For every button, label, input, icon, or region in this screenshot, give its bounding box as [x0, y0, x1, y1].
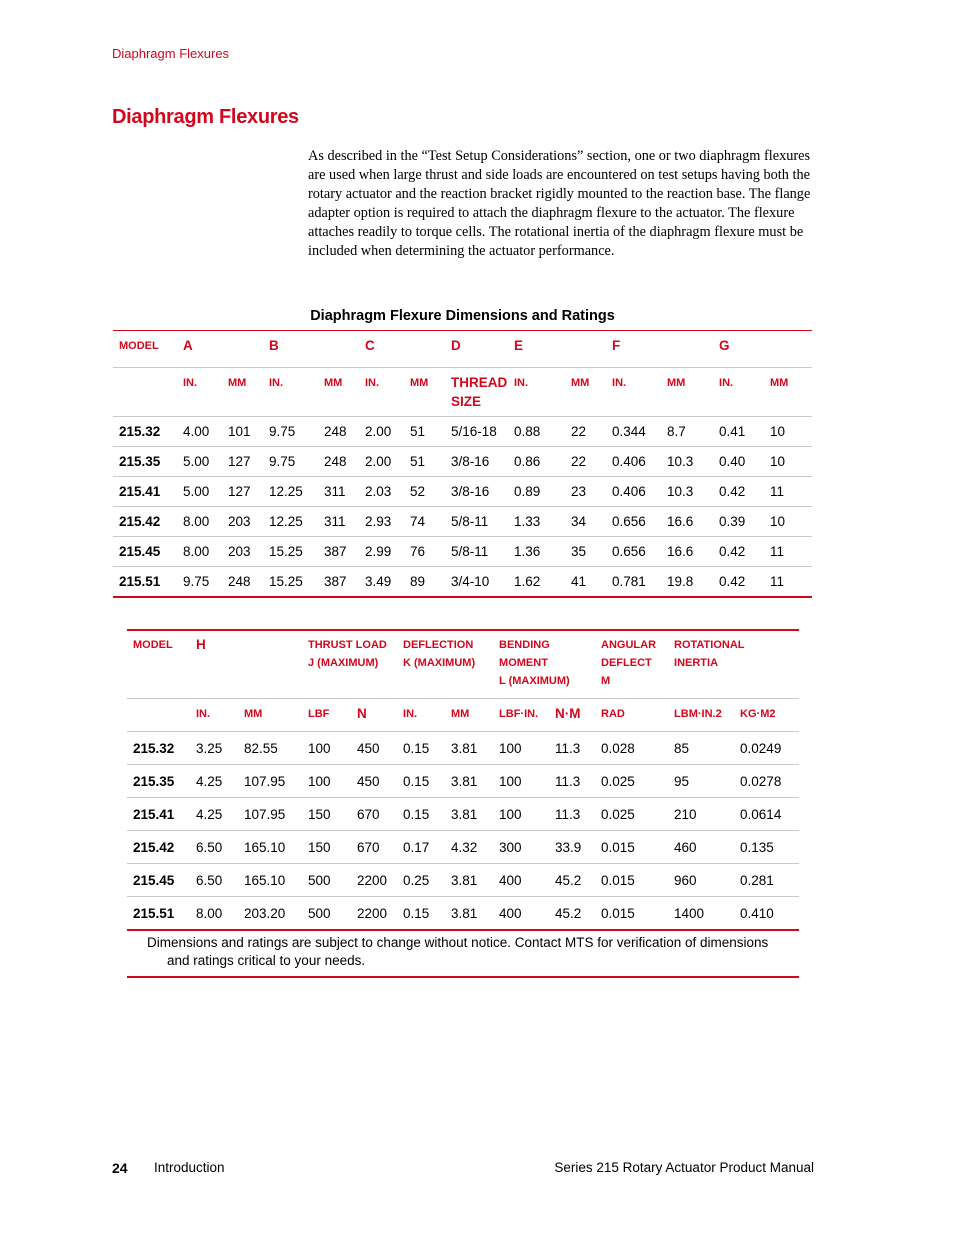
- value-cell: 0.406: [606, 477, 661, 507]
- model-cell: 215.32: [127, 732, 190, 765]
- value-cell: 1400: [668, 897, 734, 931]
- model-cell: 215.45: [127, 864, 190, 897]
- value-cell: 5/16-18: [445, 417, 508, 447]
- value-cell: 2.93: [359, 507, 404, 537]
- unit-cell: IN.: [183, 377, 198, 389]
- value-cell: 0.15: [397, 732, 445, 765]
- unit-cell: MM: [324, 377, 343, 389]
- value-cell: 9.75: [263, 417, 318, 447]
- value-cell: 127: [222, 477, 263, 507]
- unit-cell: N·M: [555, 706, 581, 721]
- value-cell: 670: [351, 831, 397, 864]
- unit-cell: LBF·IN.: [499, 708, 539, 720]
- value-cell: 100: [302, 732, 351, 765]
- value-cell: 4.32: [445, 831, 493, 864]
- unit-cell: MM: [228, 377, 247, 389]
- model-cell: 215.45: [113, 537, 177, 567]
- value-cell: 150: [302, 798, 351, 831]
- table-row: [127, 765, 799, 798]
- value-cell: 2.00: [359, 417, 404, 447]
- page-footer: [112, 1160, 814, 1176]
- table-row: [113, 507, 812, 537]
- value-cell: 0.281: [734, 864, 799, 897]
- value-cell: 3/4-10: [445, 567, 508, 598]
- unit-cell: IN.: [196, 708, 211, 720]
- value-cell: 0.42: [713, 567, 764, 598]
- ratings-header-row: [127, 630, 799, 699]
- footer-section-name: Introduction: [154, 1160, 225, 1175]
- value-cell: 165.10: [238, 864, 302, 897]
- value-cell: 10: [764, 447, 812, 477]
- value-cell: 3.81: [445, 732, 493, 765]
- unit-cell: [113, 368, 177, 417]
- value-cell: 0.15: [397, 765, 445, 798]
- page-number: 24: [112, 1160, 128, 1176]
- value-cell: 15.25: [263, 537, 318, 567]
- model-cell: 215.41: [113, 477, 177, 507]
- value-cell: 960: [668, 864, 734, 897]
- model-cell: 215.41: [127, 798, 190, 831]
- value-cell: 8.00: [190, 897, 238, 931]
- value-cell: 82.55: [238, 732, 302, 765]
- col-header-rotational-inertia: ROTATIONAL INERTIA: [668, 630, 799, 699]
- value-cell: 51: [404, 417, 445, 447]
- table-row: [127, 897, 799, 931]
- value-cell: 0.025: [595, 798, 668, 831]
- value-cell: 5/8-11: [445, 537, 508, 567]
- col-header-thrust-load: THRUST LOAD J (MAXIMUM): [302, 630, 397, 699]
- unit-cell: N: [357, 706, 367, 721]
- value-cell: 5.00: [177, 447, 222, 477]
- value-cell: 4.25: [190, 765, 238, 798]
- unit-cell: RAD: [601, 708, 625, 720]
- value-cell: 300: [493, 831, 549, 864]
- value-cell: 387: [318, 537, 359, 567]
- table-caption: Diaphragm Flexure Dimensions and Ratings: [310, 308, 615, 324]
- value-cell: 12.25: [263, 507, 318, 537]
- value-cell: 101: [222, 417, 263, 447]
- value-cell: 0.89: [508, 477, 565, 507]
- unit-cell: MM: [667, 377, 686, 389]
- table-row: [113, 417, 812, 447]
- value-cell: 500: [302, 864, 351, 897]
- value-cell: 9.75: [263, 447, 318, 477]
- value-cell: 0.17: [397, 831, 445, 864]
- value-cell: 311: [318, 507, 359, 537]
- value-cell: 2200: [351, 864, 397, 897]
- value-cell: 248: [318, 417, 359, 447]
- ratings-table-body: [127, 732, 799, 931]
- value-cell: 387: [318, 567, 359, 598]
- value-cell: 16.6: [661, 507, 713, 537]
- value-cell: 10: [764, 417, 812, 447]
- value-cell: 6.50: [190, 864, 238, 897]
- value-cell: 11: [764, 567, 812, 598]
- col-header-h: H: [190, 630, 302, 699]
- unit-cell: LBM·IN.2: [674, 708, 722, 720]
- value-cell: 10.3: [661, 447, 713, 477]
- value-cell: 100: [302, 765, 351, 798]
- ratings-units-row: [127, 699, 799, 732]
- value-cell: 11: [764, 477, 812, 507]
- value-cell: 3.81: [445, 798, 493, 831]
- value-cell: 0.41: [713, 417, 764, 447]
- model-cell: 215.42: [113, 507, 177, 537]
- value-cell: 3/8-16: [445, 447, 508, 477]
- value-cell: 45.2: [549, 897, 595, 931]
- value-cell: 51: [404, 447, 445, 477]
- value-cell: 1.62: [508, 567, 565, 598]
- value-cell: 0.42: [713, 477, 764, 507]
- value-cell: 0.0278: [734, 765, 799, 798]
- value-cell: 11.3: [549, 765, 595, 798]
- value-cell: 10: [764, 507, 812, 537]
- unit-cell-thread-size: THREAD SIZE: [451, 375, 508, 409]
- ratings-table: [127, 629, 799, 978]
- value-cell: 248: [318, 447, 359, 477]
- table-note-row: [127, 930, 799, 977]
- value-cell: 6.50: [190, 831, 238, 864]
- value-cell: 0.656: [606, 537, 661, 567]
- col-header-d: D: [445, 331, 508, 368]
- table-row: [127, 864, 799, 897]
- dimensions-table: [113, 330, 812, 598]
- unit-cell: IN.: [612, 377, 627, 389]
- unit-cell: MM: [451, 708, 470, 720]
- value-cell: 3.81: [445, 897, 493, 931]
- value-cell: 150: [302, 831, 351, 864]
- value-cell: 0.015: [595, 897, 668, 931]
- value-cell: 2200: [351, 897, 397, 931]
- value-cell: 0.028: [595, 732, 668, 765]
- value-cell: 0.0614: [734, 798, 799, 831]
- value-cell: 100: [493, 732, 549, 765]
- model-cell: 215.35: [127, 765, 190, 798]
- value-cell: 19.8: [661, 567, 713, 598]
- col-header-f: F: [606, 331, 713, 368]
- value-cell: 100: [493, 765, 549, 798]
- value-cell: 5/8-11: [445, 507, 508, 537]
- value-cell: 165.10: [238, 831, 302, 864]
- value-cell: 0.15: [397, 798, 445, 831]
- unit-cell: MM: [770, 377, 789, 389]
- value-cell: 23: [565, 477, 606, 507]
- model-cell: 215.35: [113, 447, 177, 477]
- value-cell: 3.81: [445, 864, 493, 897]
- value-cell: 3.81: [445, 765, 493, 798]
- value-cell: 203.20: [238, 897, 302, 931]
- value-cell: 107.95: [238, 798, 302, 831]
- value-cell: 0.40: [713, 447, 764, 477]
- unit-cell: [127, 699, 190, 732]
- unit-cell: IN.: [719, 377, 734, 389]
- value-cell: 22: [565, 447, 606, 477]
- value-cell: 45.2: [549, 864, 595, 897]
- col-header-g: G: [713, 331, 812, 368]
- unit-cell: IN.: [403, 708, 418, 720]
- value-cell: 100: [493, 798, 549, 831]
- col-header-e: E: [508, 331, 606, 368]
- model-cell: 215.42: [127, 831, 190, 864]
- value-cell: 0.135: [734, 831, 799, 864]
- value-cell: 203: [222, 537, 263, 567]
- value-cell: 33.9: [549, 831, 595, 864]
- value-cell: 16.6: [661, 537, 713, 567]
- value-cell: 8.00: [177, 507, 222, 537]
- table-row: [113, 567, 812, 598]
- value-cell: 0.015: [595, 831, 668, 864]
- value-cell: 450: [351, 732, 397, 765]
- value-cell: 311: [318, 477, 359, 507]
- value-cell: 74: [404, 507, 445, 537]
- value-cell: 400: [493, 864, 549, 897]
- value-cell: 0.781: [606, 567, 661, 598]
- value-cell: 52: [404, 477, 445, 507]
- dimensions-table-body: [113, 417, 812, 598]
- value-cell: 95: [668, 765, 734, 798]
- col-header-deflection: DEFLECTION K (MAXIMUM): [397, 630, 493, 699]
- unit-cell: LBF: [308, 708, 330, 720]
- unit-cell: MM: [410, 377, 429, 389]
- value-cell: 670: [351, 798, 397, 831]
- unit-cell: IN.: [269, 377, 284, 389]
- table-row: [127, 831, 799, 864]
- table-row: [127, 732, 799, 765]
- table-row: [113, 537, 812, 567]
- value-cell: 22: [565, 417, 606, 447]
- value-cell: 1.33: [508, 507, 565, 537]
- table-note-text: Dimensions and ratings are subject to change without notice. Contact MTS for verification of dimensions and ratings critical to your needs.: [147, 935, 769, 968]
- value-cell: 0.86: [508, 447, 565, 477]
- table-note: [127, 930, 799, 977]
- col-header-bending-moment: BENDING MOMENT L (MAXIMUM): [493, 630, 595, 699]
- table-row: [127, 798, 799, 831]
- value-cell: 41: [565, 567, 606, 598]
- model-cell: 215.51: [113, 567, 177, 598]
- value-cell: 0.344: [606, 417, 661, 447]
- value-cell: 0.656: [606, 507, 661, 537]
- col-header-angular-deflect: ANGULAR DEFLECT M: [595, 630, 668, 699]
- dimensions-header-row: [113, 331, 812, 368]
- model-cell: 215.51: [127, 897, 190, 931]
- value-cell: 89: [404, 567, 445, 598]
- value-cell: 210: [668, 798, 734, 831]
- value-cell: 0.15: [397, 897, 445, 931]
- value-cell: 85: [668, 732, 734, 765]
- running-header: Diaphragm Flexures: [112, 46, 230, 61]
- value-cell: 10.3: [661, 477, 713, 507]
- value-cell: 11.3: [549, 732, 595, 765]
- value-cell: 0.39: [713, 507, 764, 537]
- value-cell: 9.75: [177, 567, 222, 598]
- unit-cell: IN.: [514, 377, 529, 389]
- value-cell: 8.7: [661, 417, 713, 447]
- col-header-c: C: [359, 331, 445, 368]
- value-cell: 1.36: [508, 537, 565, 567]
- value-cell: 0.42: [713, 537, 764, 567]
- intro-paragraph: As described in the “Test Setup Considerations” section, one or two diaphragm flexures are used when large thrust and side loads are encountered on test setups having both the rotary actuator and the reaction bracket rigidly mounted to the reaction base. The flange adapter option is required to attach the diaphragm flexure to the actuator. The flexure attaches readily to torque cells. The rotational inertia of the diaphragm flexure must be included when determining the actuator performance.: [308, 148, 811, 259]
- value-cell: 0.025: [595, 765, 668, 798]
- value-cell: 107.95: [238, 765, 302, 798]
- value-cell: 8.00: [177, 537, 222, 567]
- value-cell: 11.3: [549, 798, 595, 831]
- unit-cell: MM: [244, 708, 263, 720]
- value-cell: 12.25: [263, 477, 318, 507]
- value-cell: 400: [493, 897, 549, 931]
- value-cell: 203: [222, 507, 263, 537]
- unit-cell: MM: [571, 377, 590, 389]
- value-cell: 460: [668, 831, 734, 864]
- col-header-b: B: [263, 331, 359, 368]
- value-cell: 127: [222, 447, 263, 477]
- value-cell: 0.0249: [734, 732, 799, 765]
- value-cell: 500: [302, 897, 351, 931]
- value-cell: 35: [565, 537, 606, 567]
- value-cell: 15.25: [263, 567, 318, 598]
- value-cell: 0.88: [508, 417, 565, 447]
- value-cell: 450: [351, 765, 397, 798]
- value-cell: 34: [565, 507, 606, 537]
- section-title: Diaphragm Flexures: [112, 106, 299, 128]
- value-cell: 2.03: [359, 477, 404, 507]
- value-cell: 3.49: [359, 567, 404, 598]
- unit-cell: IN.: [365, 377, 380, 389]
- unit-cell: KG·M2: [740, 708, 776, 720]
- value-cell: 0.406: [606, 447, 661, 477]
- value-cell: 3/8-16: [445, 477, 508, 507]
- value-cell: 248: [222, 567, 263, 598]
- value-cell: 0.015: [595, 864, 668, 897]
- col-header-model: MODEL: [113, 331, 177, 368]
- value-cell: 11: [764, 537, 812, 567]
- table-row: [113, 477, 812, 507]
- col-header-model: MODEL: [127, 630, 190, 699]
- value-cell: 2.99: [359, 537, 404, 567]
- value-cell: 3.25: [190, 732, 238, 765]
- footer-manual-title: Series 215 Rotary Actuator Product Manual: [554, 1160, 814, 1175]
- dimensions-units-row: [113, 368, 812, 417]
- col-header-a: A: [177, 331, 263, 368]
- value-cell: 0.410: [734, 897, 799, 931]
- value-cell: 4.00: [177, 417, 222, 447]
- value-cell: 2.00: [359, 447, 404, 477]
- value-cell: 76: [404, 537, 445, 567]
- value-cell: 5.00: [177, 477, 222, 507]
- value-cell: 0.25: [397, 864, 445, 897]
- model-cell: 215.32: [113, 417, 177, 447]
- value-cell: 4.25: [190, 798, 238, 831]
- table-row: [113, 447, 812, 477]
